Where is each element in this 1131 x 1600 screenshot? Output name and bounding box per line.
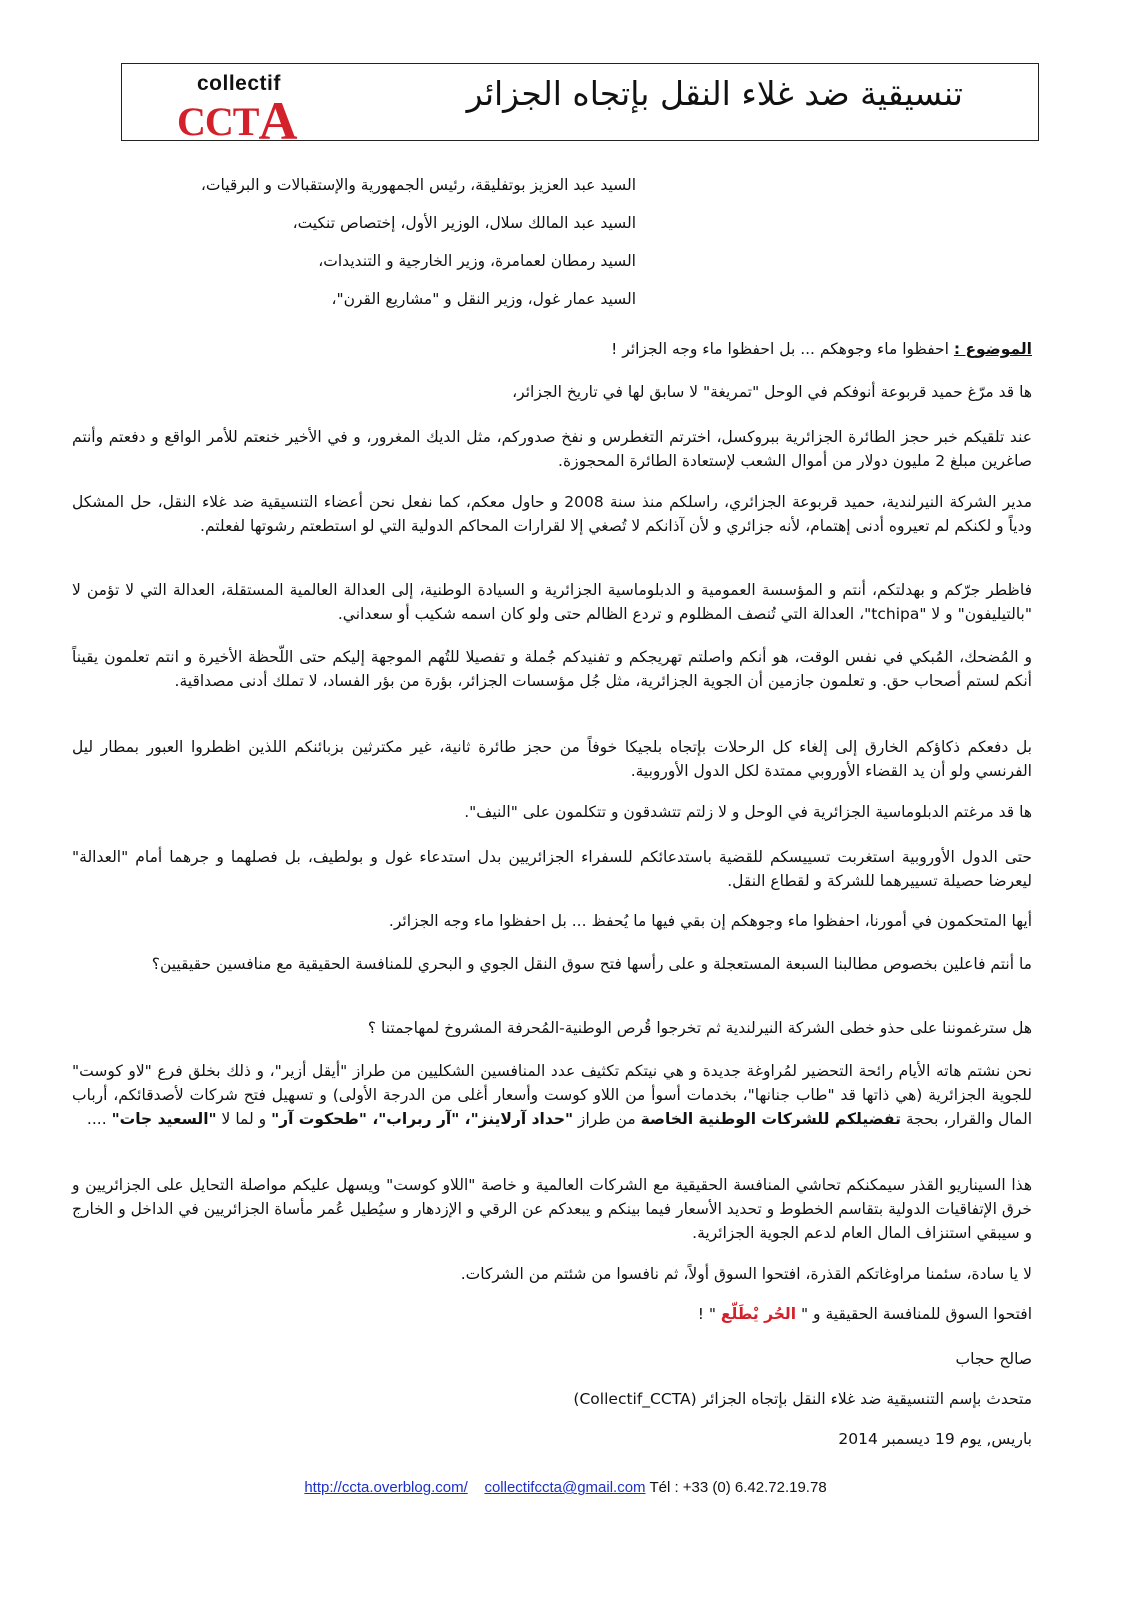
subject-label: الموضوع : <box>953 340 1032 358</box>
logo-ccta-a: A <box>258 91 297 151</box>
paragraph-14: لا يا سادة، سئمنا مراوغاتكم القذرة، افتحوا السوق أولاً، ثم نافسوا من شئتم من الشركات. <box>460 1265 1032 1283</box>
addressee-2: السيد عبد المالك سلال، الوزير الأول، إختصاص تنكيت، <box>292 214 636 232</box>
addressee-4: السيد عمار غول، وزير النقل و "مشاريع القرن"، <box>331 290 636 308</box>
paragraph-2: عند تلقيكم خبر حجز الطائرة الجزائرية ببروكسل، اخترتم التغطرس و نفخ صدوركم، مثل الديك المغرور، و في الأخير خنعتم للأمر الواقع و دفعتم وأنتم صاغرين مبلغ 2 مليون دولار من أموال الشعب لإستعادة الطائرة المحجوزة. <box>72 428 1032 470</box>
footer-email-link[interactable]: collectifccta@gmail.com <box>484 1479 646 1496</box>
logo-ccta-prefix: CCT <box>177 99 259 144</box>
paragraph-8: حتى الدول الأوروبية استغربت تسييسكم للقضية باستدعائكم للسفراء الجزائريين بدل استدعاء غول و بولطيف، بل فصلهما و جرهما أمام "العدالة" ليعرضا حصيلة تسييرهما للشركة و لقطاع النقل. <box>72 848 1032 890</box>
signature-name: صالح حجاب <box>955 1350 1032 1368</box>
letterhead <box>121 63 1039 151</box>
footer-phone: Tél : +33 (0) 6.42.72.19.78 <box>649 1479 827 1496</box>
addressee-3: السيد رمطان لعمامرة، وزير الخارجية و التنديدات، <box>318 252 636 270</box>
paragraph-4: فاظطر جرّكم و بهدلتكم، أنتم و المؤسسة العمومية و الدبلوماسية الجزائرية و السيادة الوطنية، إلى العدالة العالمية المستقلة، العدالة التي لا تؤمن لا "بالتيليفون" و لا "tchipa"، العدالة التي تُنصف المظلوم و تردع الظالم حتى ولو كان اسمه شكيب أو سعداني. <box>72 581 1032 623</box>
footer-website-link[interactable]: http://ccta.overblog.com/ <box>304 1479 468 1496</box>
subject-line <box>611 340 1032 358</box>
footer-spacer <box>472 1479 480 1496</box>
addressee-1: السيد عبد العزيز بوتفليقة، رئيس الجمهورية والإستقبالات و البرقيات، <box>200 176 636 194</box>
letterhead-title: تنسيقية ضد غلاء النقل بإتجاه الجزائر <box>466 74 963 113</box>
ccta-logo <box>177 72 337 151</box>
signature-date: باريس, يوم 19 ديسمبر 2014 <box>838 1430 1032 1448</box>
logo-ccta-text <box>177 86 297 151</box>
paragraph-3: مدير الشركة النيرلندية، حميد قربوعة الجزائري، راسلكم منذ سنة 2008 و حاول معكم، كما نفعل نحن أعضاء التنسيقية ضد غلاء النقل، حل المشكل ودياً و لكنكم لم تعيروه أدنى إهتمام، لأنه جزائري و لأن آذانكم لا تُصغي إلا لقرارات المحاكم الدولية التي لو استطعتم رشوتها لفعلتم. <box>72 493 1032 535</box>
paragraph-15-part-b: " ! <box>697 1305 721 1323</box>
paragraph-11: هل سترغموننا على حذو خطى الشركة النيرلندية ثم تخرجوا قُرص الوطنية-المُحرفة المشروخ لمهاجمتنا ؟ <box>367 1019 1032 1037</box>
paragraph-9: أيها المتحكمون في أمورنا، احفظوا ماء وجوهكم إن بقي فيها ما يُحفظ ... بل احفظوا ماء وجه الجزائر. <box>388 912 1032 930</box>
paragraph-12-bold-saeed-jet: "السعيد جات" <box>111 1110 217 1128</box>
signature-role: متحدث بإسم التنسيقية ضد غلاء النقل بإتجاه الجزائر (Collectif_CCTA) <box>573 1390 1032 1408</box>
paragraph-7: ها قد مرغتم الدبلوماسية الجزائرية في الوحل و لا زلتم تتشدقون و تتكلمون على "النيف". <box>464 803 1032 821</box>
paragraph-12-bold-preference: تفضيلكم للشركات الوطنية الخاصة <box>640 1110 901 1128</box>
paragraph-12-bold-companies: "حداد آرلاينز"، "آر ربراب"، "طحكوت آر" <box>271 1110 574 1128</box>
paragraph-12-part-e: و لما لا <box>216 1110 272 1128</box>
paragraph-12-part-c: من طراز <box>573 1110 641 1128</box>
paragraph-10: ما أنتم فاعلين بخصوص مطالبنا السبعة المستعجلة و على رأسها فتح سوق النقل الجوي و البحري للمنافسة الحقيقية مع منافسين حقيقيين؟ <box>151 955 1032 973</box>
paragraph-15-part-a: افتحوا السوق للمنافسة الحقيقية و " <box>796 1305 1032 1323</box>
paragraph-1: ها قد مرّغ حميد قربوعة أنوفكم في الوحل "تمريغة" لا سابق لها في تاريخ الجزائر، <box>512 383 1032 401</box>
logo-collectif-text: collectif <box>197 72 281 95</box>
paragraph-13: هذا السيناريو القذر سيمكنكم تحاشي المنافسة الحقيقية مع الشركات العالمية و خاصة "اللاو كوست" ويسهل عليكم مواصلة التحايل على الجزائريين و خرق الإتفاقيات الدولية بتقاسم الخطوط و تحديد الأسعار فيما بينكم و يبعدكم عن الرقي و الإزدهار و سيُطيل عُمر مأساة الجزائريين في الداخل و الخارج و سيبقي استنزاف المال العام لدعم الجوية الجزائرية. <box>72 1176 1032 1242</box>
paragraph-15 <box>698 1305 1032 1323</box>
paragraph-12 <box>72 1059 1032 1131</box>
footer-contact <box>0 1479 1131 1496</box>
paragraph-12-part-g: .... <box>86 1110 112 1128</box>
subject-text: احفظوا ماء وجوهكم ... بل احفظوا ماء وجه الجزائر ! <box>611 340 954 358</box>
paragraph-5: و المُضحك، المُبكي في نفس الوقت، هو أنكم واصلتم تهريجكم و تفنيدكم جُملة و تفصيلا للتُهم الموجهة إليكم حتى اللّحظة الأخيرة و انتم تعلمون يقيناً أنكم لستم أصحاب حق. و تعلمون جازمين أن الجوية الجزائرية، مثل جُل مؤسسات الجزائر، بؤرة من بؤر الفساد، لا تملك أدنى مصداقية. <box>72 648 1032 690</box>
paragraph-6: بل دفعكم ذكاؤكم الخارق إلى إلغاء كل الرحلات بإتجاه بلجيكا خوفاً من حجز طائرة ثانية، غير مكترثين بزبائنكم اللذين اظطروا العبور بمطار ليل الفرنسي ولو أن يد القضاء الأوروبي ممتدة لكل الدول الأوروبية. <box>72 738 1032 780</box>
paragraph-15-red-slogan: الحُر يْطَلّع <box>720 1305 797 1323</box>
paragraph-12-part-a: نحن نشتم هاته الأيام رائحة التحضير لمُراوغة جديدة و هي نيتكم تكثيف عدد المنافسين الشكليين من طراز "أيقل أزير"، و ذلك بخلق فرع "لاو كوست" للجوية الجزائرية (هي ذاتها قد "طاب جنانها"، بخدمات أسوأ من اللاو كوست وأسعار أغلى من الدرجة الأولى) و تسهيل فتح شركات لأصدقائكم، أرباب المال والقرار، بحجة <box>72 1062 1032 1128</box>
